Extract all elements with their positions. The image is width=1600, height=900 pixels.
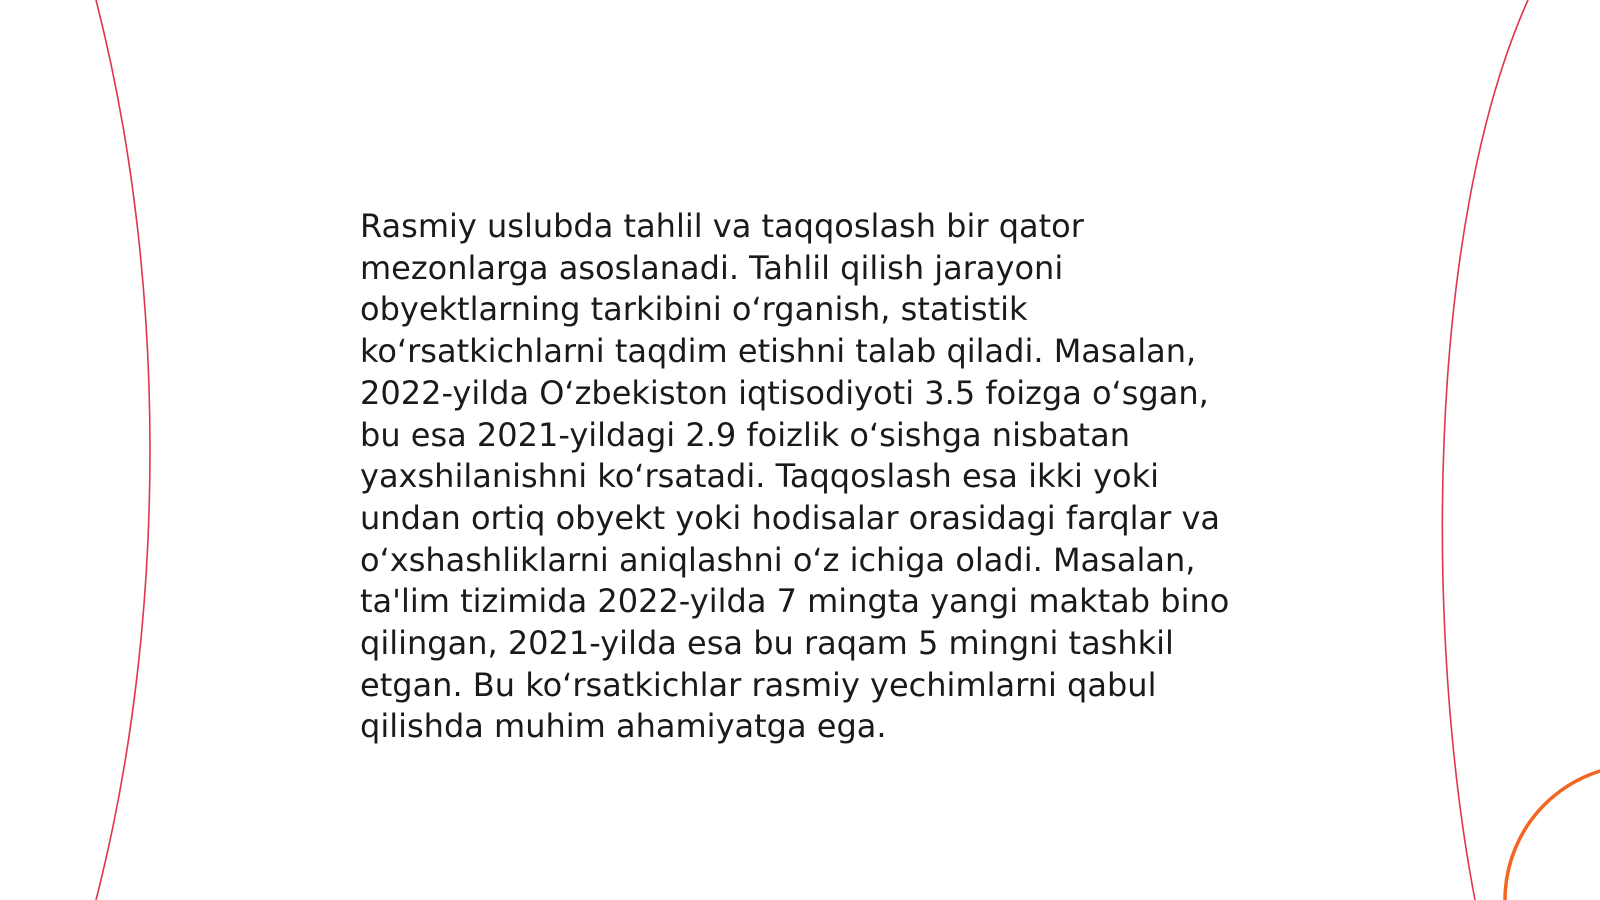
left-curve-line <box>96 0 150 900</box>
right-curve-line <box>1442 0 1528 900</box>
orange-circle-arc <box>1505 765 1600 900</box>
body-paragraph: Rasmiy uslubda tahlil va taqqoslash bir qator mezonlarga asoslanadi. Tahlil qilish jarayoni obyektlarning tarkibini o‘rganish, statistik ko‘rsatkichlarni taqdim etishni talab qiladi. Masalan, 2022-yilda O‘zbekiston iqtisodiyoti 3.5 foizga o‘sgan, bu esa 2021-yildagi 2.9 foizlik o‘sishga nisbatan yaxshilanishni ko‘rsatadi. Taqqoslash esa ikki yoki undan ortiq obyekt yoki hodisalar orasidagi farqlar va o‘xshashliklarni aniqlashni o‘z ichiga oladi. Masalan, ta'lim tizimida 2022-yilda 7 mingta yangi maktab bino qilingan, 2021-yilda esa bu raqam 5 mingni tashkil etgan. Bu ko‘rsatkichlar rasmiy yechimlarni qabul qilishda muhim ahamiyatga ega. <box>360 207 1230 746</box>
